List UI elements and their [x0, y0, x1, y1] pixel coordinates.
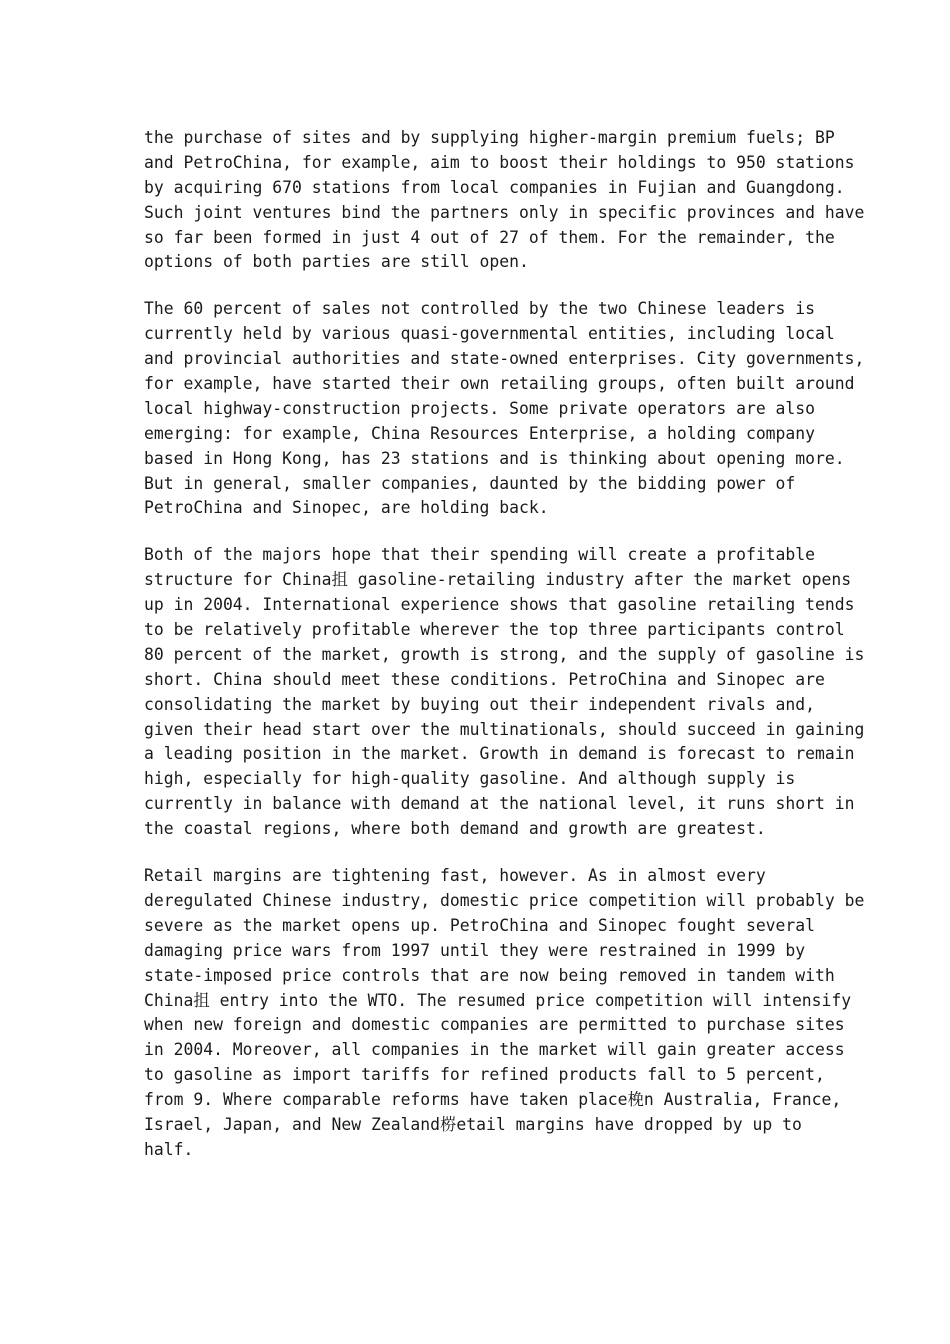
- text-line: a leading position in the market. Growth in demand is forecast to remain: [144, 744, 855, 764]
- text-line: so far been formed in just 4 out of 27 of them. For the remainder, the: [144, 227, 835, 247]
- text-line: when new foreign and domestic companies are permitted to purchase sites: [144, 1015, 845, 1035]
- text-line: and provincial authorities and state-owned enterprises. City governments,: [144, 349, 865, 369]
- text-line: for example, have started their own retailing groups, often built around: [144, 374, 855, 394]
- text-line: Retail margins are tightening fast, however. As in almost every: [144, 866, 766, 886]
- paragraph-joint-ventures: [144, 126, 865, 275]
- text-line: and PetroChina, for example, aim to boost their holdings to 950 stations: [144, 152, 855, 172]
- text-line: The 60 percent of sales not controlled by the two Chinese leaders is: [144, 299, 816, 319]
- text-line: half.: [144, 1139, 194, 1159]
- text-line: the purchase of sites and by supplying higher-margin premium fuels; BP: [144, 128, 835, 147]
- text-line: damaging price wars from 1997 until they were restrained in 1999 by: [144, 940, 806, 960]
- text-line: the coastal regions, where both demand and growth are greatest.: [144, 819, 766, 839]
- text-line: local highway-construction projects. Some private operators are also: [144, 398, 816, 418]
- text-line: currently in balance with demand at the national level, it runs short in: [144, 794, 855, 814]
- text-line: to gasoline as import tariffs for refined products fall to 5 percent,: [144, 1065, 825, 1085]
- text-line: China抯 entry into the WTO. The resumed price competition will intensify: [144, 990, 852, 1010]
- text-line: in 2004. Moreover, all companies in the market will gain greater access: [144, 1040, 845, 1060]
- body-text: [144, 126, 865, 1185]
- text-line: based in Hong Kong, has 23 stations and is thinking about opening more.: [144, 448, 845, 468]
- paragraph-retail-margins: [144, 864, 865, 1163]
- text-line: But in general, smaller companies, daunted by the bidding power of: [144, 473, 796, 493]
- text-line: 80 percent of the market, growth is strong, and the supply of gasoline is: [144, 644, 865, 664]
- text-line: high, especially for high-quality gasoline. And although supply is: [144, 769, 796, 789]
- text-line: up in 2004. International experience shows that gasoline retailing tends: [144, 595, 855, 615]
- text-line: Both of the majors hope that their spending will create a profitable: [144, 545, 816, 565]
- paragraph-profitable-structure: [144, 543, 865, 842]
- text-line: severe as the market opens up. PetroChina and Sinopec fought several: [144, 915, 816, 935]
- text-line: deregulated Chinese industry, domestic price competition will probably be: [144, 890, 865, 910]
- text-line: given their head start over the multinationals, should succeed in gaining: [144, 719, 865, 739]
- text-line: consolidating the market by buying out their independent rivals and,: [144, 694, 816, 714]
- text-line: options of both parties are still open.: [144, 252, 529, 272]
- text-line: Such joint ventures bind the partners only in specific provinces and have: [144, 202, 865, 222]
- text-line: currently held by various quasi-governmental entities, including local: [144, 324, 835, 344]
- text-line: emerging: for example, China Resources Enterprise, a holding company: [144, 423, 816, 443]
- text-line: PetroChina and Sinopec, are holding back.: [144, 498, 549, 518]
- text-line: Israel, Japan, and New Zealand梤etail margins have dropped by up to: [144, 1114, 802, 1134]
- text-line: state-imposed price controls that are now being removed in tandem with: [144, 965, 835, 985]
- text-line: structure for China抯 gasoline-retailing industry after the market opens: [144, 570, 852, 590]
- text-line: to be relatively profitable wherever the top three participants control: [144, 620, 845, 640]
- text-line: from 9. Where comparable reforms have taken place梚n Australia, France,: [144, 1090, 842, 1110]
- text-line: by acquiring 670 stations from local companies in Fujian and Guangdong.: [144, 177, 845, 197]
- text-line: short. China should meet these conditions. PetroChina and Sinopec are: [144, 669, 825, 689]
- paragraph-remaining-sales: [144, 297, 865, 521]
